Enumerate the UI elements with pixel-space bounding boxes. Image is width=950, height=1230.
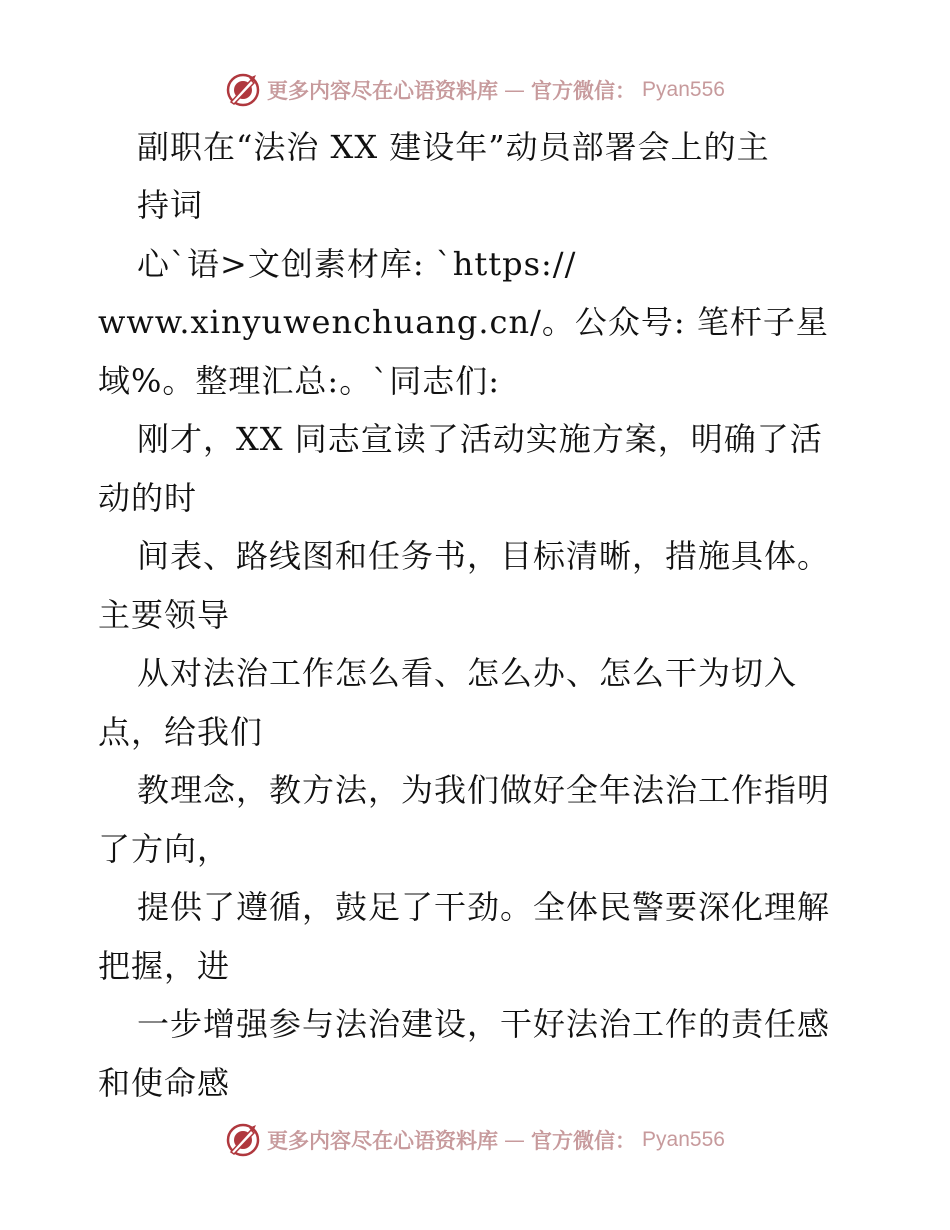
- watermark-dash: —: [504, 1128, 526, 1152]
- doc-paragraph-line: 提供了遵循，鼓足了干劲。全体民警要深化理解: [137, 888, 831, 926]
- doc-paragraph-line: 从对法治工作怎么看、怎么办、怎么干为切入: [137, 654, 798, 692]
- doc-paragraph-line: 了方向，: [98, 830, 231, 868]
- doc-paragraph-line: 教理念，教方法，为我们做好全年法治工作指明: [137, 771, 831, 809]
- quill-seal-icon: [225, 1122, 261, 1158]
- doc-paragraph-line: 心`语>文创素材库: `https://: [137, 245, 577, 283]
- watermark-wechat-label: 官方微信：: [531, 1128, 637, 1153]
- doc-title-line-1: 副职在“法治 XX 建设年”动员部署会上的主: [137, 128, 770, 166]
- watermark-site-text: 更多内容尽在心语资料库: [267, 78, 499, 103]
- doc-paragraph-line: www.xinyuwenchuang.cn/。公众号: 笔杆子星: [98, 303, 829, 341]
- doc-paragraph-line: 主要领导: [98, 596, 231, 634]
- doc-paragraph-line: 域%。整理汇总:。`同志们:: [98, 362, 500, 400]
- doc-paragraph-line: 间表、路线图和任务书，目标清晰，措施具体。: [137, 537, 831, 575]
- doc-paragraph-line: 动的时: [98, 479, 198, 517]
- doc-paragraph-line: 和使命感: [98, 1064, 231, 1102]
- watermark-wechat-label: 官方微信：: [531, 78, 637, 103]
- watermark-dash: —: [504, 78, 526, 102]
- watermark-wechat-id: Pyan556: [642, 78, 725, 101]
- footer-watermark: [0, 1120, 950, 1160]
- doc-title-line-2: 持词: [137, 186, 204, 224]
- doc-paragraph-line: 一步增强参与法治建设，干好法治工作的责任感: [137, 1005, 831, 1043]
- watermark-site-text: 更多内容尽在心语资料库: [267, 1128, 499, 1153]
- doc-paragraph-line: 刚才，XX 同志宣读了活动实施方案，明确了活: [137, 420, 823, 458]
- doc-paragraph-line: 把握，进: [98, 947, 231, 985]
- watermark-wechat-id: Pyan556: [642, 1128, 725, 1151]
- doc-paragraph-line: 点，给我们: [98, 713, 264, 751]
